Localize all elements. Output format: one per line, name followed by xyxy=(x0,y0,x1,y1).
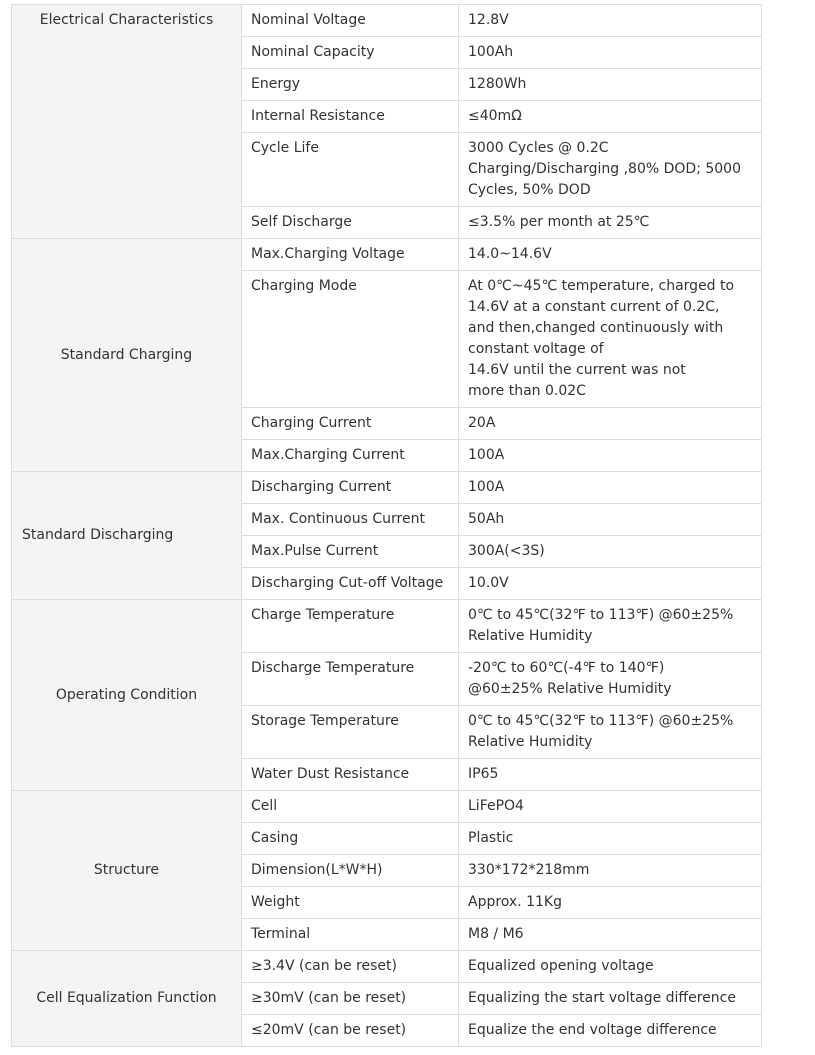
spec-table xyxy=(11,4,762,1047)
category-cell: Operating Condition xyxy=(12,600,242,791)
spec-table-body xyxy=(12,5,762,1047)
spec-name-cell: Max. Continuous Current xyxy=(242,504,459,536)
spec-name-cell: Discharge Temperature xyxy=(242,653,459,706)
spec-value-cell: Equalize the end voltage difference xyxy=(459,1015,762,1047)
spec-value-line: 0℃ to 45℃(32℉ to 113℉) @60±25% xyxy=(468,713,734,729)
spec-value-cell: 50Ah xyxy=(459,504,762,536)
spec-value-cell xyxy=(459,706,762,759)
spec-value-line: and then,changed continuously with xyxy=(468,320,724,336)
spec-name-cell: ≤20mV (can be reset) xyxy=(242,1015,459,1047)
spec-name-cell: Self Discharge xyxy=(242,207,459,239)
spec-value-cell: M8 / M6 xyxy=(459,919,762,951)
table-row xyxy=(12,472,762,504)
table-row xyxy=(12,791,762,823)
spec-name-cell: Cell xyxy=(242,791,459,823)
spec-value-cell: ≤3.5% per month at 25℃ xyxy=(459,207,762,239)
spec-value-cell: Approx. 11Kg xyxy=(459,887,762,919)
spec-value-cell xyxy=(459,653,762,706)
spec-value-cell: 330*172*218mm xyxy=(459,855,762,887)
spec-value-cell: 100A xyxy=(459,472,762,504)
spec-value-line: Relative Humidity xyxy=(468,734,593,750)
spec-value-cell: Equalizing the start voltage difference xyxy=(459,983,762,1015)
spec-name-cell: Discharging Current xyxy=(242,472,459,504)
table-row xyxy=(12,951,762,983)
spec-value-cell xyxy=(459,600,762,653)
spec-name-cell: Internal Resistance xyxy=(242,101,459,133)
table-row xyxy=(12,239,762,271)
spec-value-cell: Equalized opening voltage xyxy=(459,951,762,983)
spec-value-cell: 12.8V xyxy=(459,5,762,37)
spec-value-line: 3000 Cycles @ 0.2C xyxy=(468,140,609,156)
category-cell: Cell Equalization Function xyxy=(12,951,242,1047)
spec-value-line: 14.6V at a constant current of 0.2C, xyxy=(468,299,720,315)
spec-value-line: 0℃ to 45℃(32℉ to 113℉) @60±25% xyxy=(468,607,734,623)
spec-name-cell: Dimension(L*W*H) xyxy=(242,855,459,887)
spec-name-cell: Terminal xyxy=(242,919,459,951)
spec-name-cell: Nominal Capacity xyxy=(242,37,459,69)
spec-value-cell: 20A xyxy=(459,408,762,440)
spec-value-cell: 14.0~14.6V xyxy=(459,239,762,271)
table-row xyxy=(12,600,762,653)
spec-name-cell: Max.Charging Voltage xyxy=(242,239,459,271)
spec-name-cell: Water Dust Resistance xyxy=(242,759,459,791)
spec-name-cell: Energy xyxy=(242,69,459,101)
spec-value-cell: ≤40mΩ xyxy=(459,101,762,133)
spec-value-cell: IP65 xyxy=(459,759,762,791)
spec-value-line: Relative Humidity xyxy=(468,628,593,644)
spec-name-cell: Nominal Voltage xyxy=(242,5,459,37)
spec-value-line: Charging/Discharging ,80% DOD; 5000 xyxy=(468,161,741,177)
spec-name-cell: Casing xyxy=(242,823,459,855)
table-row xyxy=(12,5,762,37)
spec-name-cell: Discharging Cut-off Voltage xyxy=(242,568,459,600)
spec-value-line: 14.6V until the current was not xyxy=(468,362,686,378)
spec-value-line: constant voltage of xyxy=(468,341,604,357)
spec-value-cell: LiFePO4 xyxy=(459,791,762,823)
spec-value-line: Cycles, 50% DOD xyxy=(468,182,591,198)
spec-value-line: At 0℃~45℃ temperature, charged to xyxy=(468,278,735,294)
spec-value-cell xyxy=(459,133,762,207)
spec-value-line: @60±25% Relative Humidity xyxy=(468,681,672,697)
spec-name-cell: Charging Mode xyxy=(242,271,459,408)
spec-value-cell: 100Ah xyxy=(459,37,762,69)
spec-name-cell: Cycle Life xyxy=(242,133,459,207)
spec-value-cell xyxy=(459,271,762,408)
spec-value-cell: 1280Wh xyxy=(459,69,762,101)
category-cell: Structure xyxy=(12,791,242,951)
category-cell: Standard Discharging xyxy=(12,472,242,600)
spec-name-cell: Charge Temperature xyxy=(242,600,459,653)
spec-name-cell: ≥3.4V (can be reset) xyxy=(242,951,459,983)
spec-value-cell: 10.0V xyxy=(459,568,762,600)
spec-name-cell: Charging Current xyxy=(242,408,459,440)
spec-value-cell: 300A(<3S) xyxy=(459,536,762,568)
spec-name-cell: Weight xyxy=(242,887,459,919)
spec-name-cell: Max.Pulse Current xyxy=(242,536,459,568)
category-cell: Electrical Characteristics xyxy=(12,5,242,239)
spec-name-cell: ≥30mV (can be reset) xyxy=(242,983,459,1015)
category-cell: Standard Charging xyxy=(12,239,242,472)
spec-value-cell: 100A xyxy=(459,440,762,472)
spec-value-line: more than 0.02C xyxy=(468,383,586,399)
spec-name-cell: Storage Temperature xyxy=(242,706,459,759)
spec-value-line: -20℃ to 60℃(-4℉ to 140℉) xyxy=(468,660,665,676)
spec-value-cell: Plastic xyxy=(459,823,762,855)
spec-name-cell: Max.Charging Current xyxy=(242,440,459,472)
